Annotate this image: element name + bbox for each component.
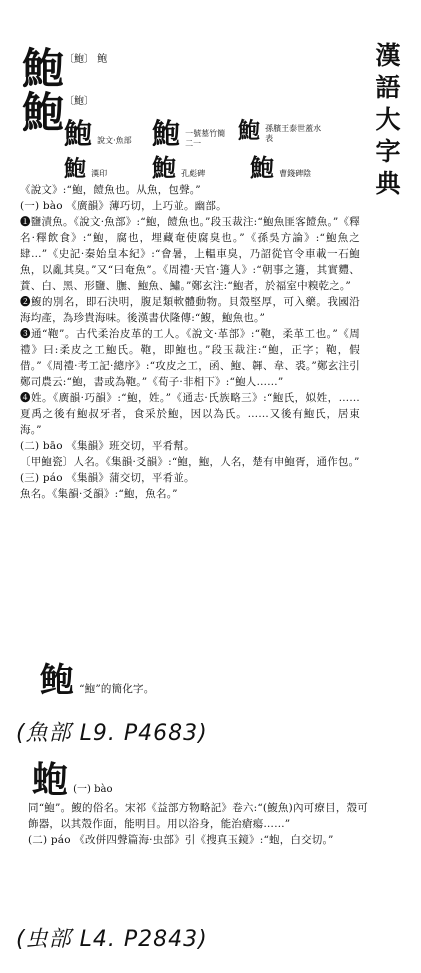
sense-definition: ❸通“鞄”。古代柔治皮革的工人。《說文·革部》:“鞄，柔革工也。”《周禮》曰:柔皮之工鮑氏。鞄，即鮑也。”段玉裁注:“鮑，正字；鞄，假借。”《周禮·考工記·總序》:“攻皮之工，函、鮑、韗、韋、裘。”鄭玄注引鄭司農云:“鮑，書或為鞄。”《荀子·非相下》:“鮑人……” xyxy=(20,328,360,388)
variant-marker xyxy=(64,54,107,66)
side-title-char: 語 xyxy=(375,73,401,102)
simplified-note: “鮑”的簡化字。 xyxy=(79,683,155,695)
handwritten-note: (魚部 L9. P4683) xyxy=(16,721,208,746)
paleo-glyph: 鮑 xyxy=(152,117,181,150)
sense-header: (一) bào 《廣韻》薄巧切，上巧並。幽部。 xyxy=(20,200,227,212)
paleo-form xyxy=(64,117,132,150)
paleo-caption: 孔彪碑 xyxy=(181,169,206,178)
paleo-glyph: 鮑 xyxy=(152,153,176,182)
entry2-body xyxy=(28,800,368,848)
headword-second-form: 鮑 xyxy=(22,88,65,137)
entry-body xyxy=(20,182,360,502)
paleo-caption: 孫臏王泰世蓋水表 xyxy=(265,124,322,143)
simplified-headword: 鲍 xyxy=(40,661,74,701)
paleo-glyph: 鮑 xyxy=(64,117,93,150)
variant-marker-text: 〔鮑〕 xyxy=(64,54,94,65)
sense-definition: ❶鹽漬魚。《說文·魚部》:“鮑，饐魚也。”段玉裁注:“鮑魚匪客饐魚。”《釋名·釋飲食》:“鮑，腐也，埋藏奄使腐臭也。”《孫吳方論》:“鮑魚之肆...”《史記·秦始皇本紀》:“會暑，上輼車臭，乃詔從官令車載一石鮑魚，以亂其臭。”又“曰奄魚”。《周禮·天官·籩人》:“朝事之籩，其實麷、蕡、白、黑、形鹽、膴、鮑魚、鱐。”鄭玄注:“鮑者，於福室中糗乾之。” xyxy=(20,216,360,292)
paleo-caption: 說文·魚部 xyxy=(97,136,132,145)
paleo-glyph: 鮑 xyxy=(238,118,261,144)
side-title xyxy=(372,40,404,200)
entry2-sense2: (二) páo 《改併四聲篇海·虫部》引《搜真玉鏡》:“蚫，白交切。” xyxy=(28,834,334,846)
sense-definition: ❷鰒的別名，即石決明，腹足類軟體動物。貝殼堅厚，可入藥。我國沿海均產，為珍貴海味。後漢書伏隆傳:“鰒，鮑魚也。” xyxy=(20,296,360,324)
entry2-headword: 蚫 xyxy=(32,759,69,801)
handwritten-note: (虫部 L4. P2843) xyxy=(16,927,208,952)
simplified-entry xyxy=(40,661,155,701)
bracket-note: 〔甲鮑瓷〕人名。《集韻·爻韻》:“鮑，鮑，人名，楚有申鮑胥，通作包。” xyxy=(20,456,360,468)
paleo-form xyxy=(64,158,107,180)
side-title-char: 字 xyxy=(375,137,401,166)
side-title-char: 典 xyxy=(375,169,401,198)
sense-definition: 魚名。《集韻·爻韻》:“鮑，魚名。” xyxy=(20,488,178,500)
sense-header: (三) páo 《集韻》蒲交切，平肴並。 xyxy=(20,472,195,484)
paleo-form xyxy=(238,120,321,143)
paleo-form xyxy=(152,153,206,182)
side-title-char: 大 xyxy=(375,105,401,134)
paleo-glyph: 鮑 xyxy=(250,153,274,182)
headword-traditional: 鮑 xyxy=(22,44,65,93)
shuowen-line: 《說文》:“鮑，饐魚也。从魚，包聲。” xyxy=(20,184,201,196)
sense-header: (二) bāo 《集韻》班交切，平肴幫。 xyxy=(20,440,195,452)
sense-definition: ❹姓。《廣韻·巧韻》:“鮑，姓。”《通志·氏族略三》:“鮑氏，姒姓，……夏禹之後有鮑叔牙者，食采於鮑，因以為氏。……又後有鮑氏，居東海。” xyxy=(20,392,360,436)
second-marker: 〔鮑〕 xyxy=(64,96,94,107)
entry2-pron: (一) bào xyxy=(73,784,113,795)
paleo-glyph: 鮑 xyxy=(64,156,87,182)
paleo-form xyxy=(250,153,312,182)
paleo-caption: 漢印 xyxy=(91,169,108,178)
paleo-caption: 曹錢碑陰 xyxy=(279,169,312,178)
side-title-char: 漢 xyxy=(375,41,401,70)
entry2-definition: 同“鮑”。鰒的俗名。宋祁《益部方物略記》卷六:“(鰒魚)內可療目，殼可飾器，以其殼作面，能明目。用以浴身，能治瘡瘍……” xyxy=(28,802,368,830)
paleo-caption: 一號墓竹簡二一 xyxy=(185,129,226,148)
paleo-form xyxy=(152,117,229,150)
variant-note-text: 鲍 xyxy=(97,54,108,65)
entry2-header xyxy=(32,759,113,801)
